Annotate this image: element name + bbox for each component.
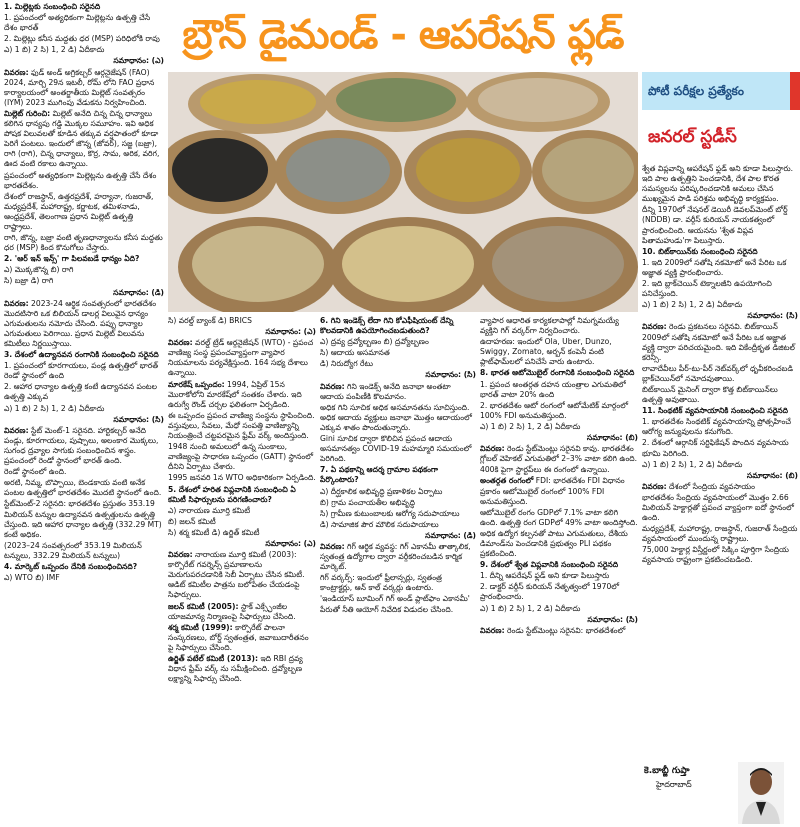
paragraph: ఎ) 1 బి) 2 సి) 1, 2 డి) ఏదీకాదు xyxy=(480,421,581,431)
paragraph: 1948 నుంచి అమలులో ఉన్న సుంకాలు, వాణిజ్యంపై సాధారణ ఒప్పందం (GATT) స్థానంలో దీనిని ఏర్పాటు చేశారు. xyxy=(168,442,314,472)
question: 4. మార్కెట్ ఒప్పందం దేనికి సంబంధించినది? xyxy=(4,561,138,571)
paragraph: డి) సామాజిక పౌర మౌలిక సదుపాయాలు xyxy=(320,519,439,529)
column-1 xyxy=(4,2,164,827)
question: 1. మిల్లెట్లకు సంబంధించి సరైనది xyxy=(4,2,101,11)
paragraph: శ్వేత విప్లవాన్ని ఆపరేషన్ ఫ్లడ్ అని కూడా పిలుస్తారు. ఇది పాల ఉత్పత్తిని పెంచడానికి, దేశ పాల కొరత సమస్యలను పరిష్కరించడానికి అమలు చేసిన ముఖ్యమైన పాడి పరిశ్రమ అభివృద్ధి కార్యక్రమం. xyxy=(642,164,794,204)
paragraph: 1. దీన్ని ఆపరేషన్ ఫ్లడ్ అని కూడా పిలుస్తారు xyxy=(480,571,610,581)
explanation-label: ఉర్జిత్ పటేల్ కమిటీ (2013): xyxy=(168,654,259,663)
explanation-text: రెండు స్టేట్‌మెంట్లు సరైనవి కావు. భారతదేశం గ్లోబల్ వెహికల్ ఎగుమతిలో 2–3% వాటా కలిగి ఉంది. xyxy=(480,444,638,464)
explanation-paragraph xyxy=(320,382,476,402)
explanation-text: రెండు ప్రకటనలు సరైనవి. బిట్‌కాయిన్ 2009లో సతోషి నకమోటో అనే పేరిట ఒక అజ్ఞాత వ్యక్తి ద్వారా పరిచయమైంది. ఇది వికేంద్రీకృత డిజిటల్ కరెన్సీ. xyxy=(642,322,795,362)
section-banner xyxy=(642,72,800,110)
question: 2. 'ఆర్ ఇన్ ఇన్స్' గా పిలవబడే ధాన్యం ఏది? xyxy=(4,254,140,264)
paragraph: అరటి, నిమ్మ, బొప్పాయి, బెండకాయ వంటి అనేక పంటల ఉత్పత్తిలో భారతదేశం మొదటి స్థానంలో ఉంది. xyxy=(4,478,162,498)
explanation-text: దేశంలో సేంద్రియ వ్యవసాయం xyxy=(669,481,756,491)
column-3 xyxy=(320,316,476,827)
section-label: పోటీ పరీక్షల ప్రత్యేకం xyxy=(648,84,744,98)
explanation-label: వివరణ: xyxy=(642,322,667,332)
answer: సమాధానం: (సి) xyxy=(113,414,164,424)
paragraph: సి) శర్మ కమిటీ డి) ఉర్జిత్ కమిటీ xyxy=(168,527,260,537)
question: 11. సింథటిక్ వ్యవసాయానికి సంబంధించి సరైనది xyxy=(642,406,788,416)
paragraph: 1. ప్రపంచంలో కూరగాయలు, పండ్ల ఉత్పత్తిలో భారత్ రెండో స్థానంలో ఉంది xyxy=(4,361,159,381)
paragraph: ఎ) దీర్ఘకాలిక అభివృద్ధి ప్రణాళికల ఏర్పాటు xyxy=(320,486,443,496)
paragraph: 75,000 హెక్టార్ల విస్తీర్ణంలో సిక్కిం పూర్తిగా సేంద్రియ వ్యవసాయ రాష్ట్రంగా ప్రకటించబడింది. xyxy=(642,545,789,565)
answer: సమాధానం: (డి) xyxy=(113,287,164,297)
subject-label: జనరల్ స్టడీస్ xyxy=(648,127,737,147)
paragraph: సి) గ్రామీణ కుటుంబాలకు ఆరోగ్య సదుపాయాలు xyxy=(320,508,460,518)
paragraph: ప్రపంచంలో అత్యధికంగా మిల్లెట్లను ఉత్పత్తి చేసే దేశం భారతదేశం. xyxy=(4,170,157,190)
paragraph: ఎ) 1 బి) 2 సి) 1, 2 డి) ఏదీకాదు xyxy=(642,300,743,310)
explanation-text: వరల్డ్ ట్రేడ్ ఆర్గనైజేషన్ (WTO) - ప్రపంచ వాణిజ్య సంస్థ ప్రపంచవ్యాప్తంగా వ్యాపార నియమాలను పర్యవేక్షిస్తుంది. 164 సభ్య దేశాలు ఉన్నాయి. xyxy=(168,338,314,378)
paragraph: 2. మిల్లెట్లు కనీస మద్దతు ధర (MSP) పరిధిలోకి రావు xyxy=(4,34,160,44)
explanation-label: వివరణ: xyxy=(4,67,29,77)
paragraph: 1. ప్రపంచ అంతర్గత దహన యంత్రాల ఎగుమతిలో భారత్ వాటా 20% ఉంది xyxy=(480,379,626,399)
explanation-text: గిగ్ ఆర్థిక వ్యవస్థ: గిగ్ ఎకానమీ తాత్కాలిక, స్వతంత్ర ఉద్యోగాల ద్వారా వర్గీకరించబడిన కార్మిక మార్కెట్. xyxy=(320,541,471,572)
explanation-label: మిల్లెట్ గురించి: xyxy=(4,108,51,118)
explanation-paragraph xyxy=(480,444,638,464)
paragraph: 2. ఇది బ్లాక్‌చెయిన్ టెక్నాలజీని ఉపయోగించి పనిచేస్తుంది. xyxy=(642,279,772,299)
answer: సమాధానం: (డి) xyxy=(425,530,476,540)
explanation-label: శర్మ కమిటీ (1999): xyxy=(168,622,233,632)
paragraph: ఎ) 1 బి) 2 సి) 1, 2 డి) ఏదీకాదు xyxy=(642,459,743,469)
paragraph: అధిక గిని సూచిక అధిక అసమానతను సూచిస్తుంది. అధిక ఆదాయ వ్యక్తులు జనాభా మొత్తం ఆదాయంలో ఎక్కువ శాతం పొందుతున్నారు. xyxy=(320,402,472,432)
explanation-paragraph xyxy=(480,626,638,636)
paragraph: ఉదాహరణ: ఇందులో Ola, Uber, Dunzo, Swiggy, Zomato, అర్బన్ కంపెనీ వంటి ప్లాట్‌ఫామ్‌లలో పనిచేసే వారు ఉంటారు. xyxy=(480,337,612,367)
paragraph: 2. దేశంలో ఆర్గానిక్ సర్టిఫికేషన్ పొందిన వ్యవసాయ భూమి పెరిగింది. xyxy=(642,438,789,458)
explanation-paragraph xyxy=(168,654,316,684)
explanation-text: FDI: భారతదేశం FDI విధానం ప్రకారం ఆటోమొబైల్ రంగంలో 100% FDI అనుమతిస్తుంది. xyxy=(480,476,625,506)
question: 10. బిట్‌కాయిన్‌కు సంబంధించి సరైనది xyxy=(642,246,758,256)
question: 9. దేశంలో శ్వేత విప్లవానికి సంబంధించి సరైనది xyxy=(480,560,619,570)
question: 3. దేశంలో ఉద్యానవన రంగానికి సంబంధించి సరైనది xyxy=(4,350,159,360)
author-photo xyxy=(738,762,784,824)
column-4 xyxy=(480,316,638,827)
explanation-paragraph xyxy=(168,623,316,653)
explanation-paragraph xyxy=(168,338,316,378)
author-box xyxy=(642,758,800,827)
explanation-paragraph xyxy=(4,68,164,108)
explanation-label: జలన్ కమిటీ (2005): xyxy=(168,601,239,611)
explanation-paragraph xyxy=(4,426,164,466)
explanation-label: వివరణ: xyxy=(168,338,193,348)
explanation-paragraph xyxy=(480,476,638,506)
paragraph: అధిక ఉద్యోగ కల్పనతో పాటు ఎగుమతులు, దేశీయ డిమాండ్‌ను పెంచడానికి ప్రభుత్వం PLI పథకం ప్రకటించింది. xyxy=(480,528,628,559)
paragraph: ఆటోమొబైల్ రంగం GDPలో 7.1% వాటా కలిగి ఉంది. ఉత్పత్తి రంగ GDPలో 49% వాటా అందిస్తోంది. xyxy=(480,507,638,527)
millet-baskets-image xyxy=(168,72,638,312)
question: 7. ఏ పథకాన్ని ఆదర్శ గ్రామాల పథకంగా పేర్కొంటారు? xyxy=(320,465,438,485)
paragraph: సి) ఆదాయ అసమానత xyxy=(320,348,390,358)
paragraph: 2. ఆహార ధాన్యాల ఉత్పత్తి కంటే ఉద్యానవన పంటల ఉత్పత్తి ఎక్కువ xyxy=(4,382,158,402)
answer: సమాధానం: (ఎ) xyxy=(265,327,316,337)
paragraph: ఎ) ద్రవ్య ద్రవ్యోల్బణం బి) ద్రవ్యోల్బణం xyxy=(320,337,429,347)
explanation-paragraph xyxy=(168,550,316,600)
explanation-text: నారాయణ మూర్తి కమిటీ (2003): కార్పొరేట్ గవర్నెన్స్ ప్రమాణాలను మెరుగుపరచడానికి సెబీ ఏర్పాటు చేసిన కమిటీ. ఆడిట్ కమిటీల పాత్రను బలోపేతం చేయడంపై సిఫార్సులు. xyxy=(168,550,305,600)
answer: సమాధానం: (సి) xyxy=(425,370,476,380)
paragraph: వ్యాపార ఆధారిత కార్యకలాపాల్లో నిమగ్నమయ్యే వ్యక్తిని గిగ్ వర్కర్‌గా నిర్వచించారు. xyxy=(480,316,619,336)
explanation-text: ఇది RBI ద్రవ్య విధాన ఫ్రేమ్ వర్క్ ను సమీక్షించింది. ద్రవ్యోల్బణ లక్ష్యాన్ని సిఫార్సు చేసింది. xyxy=(168,654,303,684)
paragraph: Gini సూచిక ద్వారా కొలిచిన ప్రపంచ ఆదాయ అసమానత్వం COVID-19 మహమ్మారి సమయంలో పెరిగింది. xyxy=(320,434,472,464)
millet-baskets-photo xyxy=(168,72,638,312)
answer: సమాధానం: (బి) xyxy=(746,470,798,480)
explanation-label: వివరణ: xyxy=(168,550,193,560)
paragraph: ఎ) 1 బి) 2 సి) 1, 2 డి) ఏదీకాదు xyxy=(480,603,581,613)
explanation-label: వివరణ: xyxy=(480,444,505,454)
explanation-paragraph xyxy=(642,322,798,362)
paragraph: దీన్ని 1970లో నేషనల్ డెయిరీ డెవలప్‌మెంట్ బోర్డ్ (NDDB) డా. వర్గీస్ కురియన్ నాయకత్వంలో ప్రారంభించింది. ఆయనను 'శ్వేత విప్లవ పితామహుడు'గా పిలుస్తారు. xyxy=(642,205,788,245)
explanation-text: స్టేట్ మెంట్-1 సరైనది. హార్టికల్చర్ అనేది పండ్లు, కూరగాయలు, పుష్పాలు, అలంకార మొక్కలు, సుగంధ ద్రవ్యాల సాగుకు సంబంధించిన శాస్త్రం. ప్రపంచంలో రెండో స్థానంలో భారత్ ఉంది. xyxy=(4,425,159,466)
paragraph: 2. డాక్టర్ వర్గీస్ కురియన్ నేతృత్వంలో 1970లో ప్రారంభించారు. xyxy=(480,582,620,602)
explanation-label: వివరణ: xyxy=(642,481,667,491)
explanation-paragraph xyxy=(168,380,316,410)
paragraph: భారతదేశం సేంద్రియ వ్యవసాయంలో మొత్తం 2.66 మిలియన్ హెక్టార్లతో ప్రపంచ వ్యాప్తంగా ఐదో స్థానంలో ఉంది. xyxy=(642,492,794,523)
paragraph: ఎ) 1 బి) 2 సి) 1, 2 డి) ఏదీకాదు xyxy=(4,45,105,55)
answer: సమాధానం: (సి) xyxy=(747,311,798,321)
paragraph: లావాదేవీలు పీర్-టు-పీర్ నెట్‌వర్క్‌లో ధృవీకరించబడి బ్లాక్‌చెయిన్‌లో నమోదవుతాయి. xyxy=(642,363,793,383)
explanation-text: స్టాక్ ఎక్స్ఛేంజీల యాజమాన్య నిర్మాణంపై సిఫార్సులు చేసింది. xyxy=(168,601,296,621)
paragraph: 1995 జనవరి 1న WTO అధికారికంగా ఏర్పడింది. xyxy=(168,473,316,483)
explanation-text: ఫుడ్ అండ్ అగ్రికల్చర్ ఆర్గనైజేషన్ (FAO) 2024, మార్చి 29న ఇటలీ, రోమ్ లోని FAO ప్రధాన కార్యాలయంలో అంతర్జాతీయ మిల్లెట్ సంవత్సరం (IYM) 2023 ముగింపు వేడుకను నిర్వహించింది. xyxy=(4,67,155,107)
paragraph: బి) గ్రామ పంచాయతీల అభివృద్ధి xyxy=(320,497,415,507)
paragraph: సి) వరల్డ్ బ్యాంక్ డి) BRICS xyxy=(168,316,252,325)
author-name: కె.బాబ్జీ గుప్తా xyxy=(644,766,690,776)
explanation-text: మిల్లెట్ అనేది చిన్న చిన్న ధాన్యాలు కలిగిన ధాన్యపు గడ్డి మొక్కల సమూహం. ఇవి అధిక పోషక విలువలతో కూడిన తక్కువ వర్షపాతంలో కూడా పెరిగే పంటలు. ఇందులో జొన్న (జోవర్), సజ్జ (బజ్రా), రాగి (రాగి), చిన్న ధాన్యాలు, కొర్ర, సామ, అరిక, వరిగ, ఊద వంటి రకాలు ఉన్నాయి. xyxy=(4,108,160,169)
paragraph: ఎ) నారాయణ మూర్తి కమిటీ xyxy=(168,505,251,515)
explanation-text: 1994, ఏప్రిల్ 15న మొరాకోలోని మారకేష్‌లో సంతకం చేశారు. ఇది ఉరుగ్వే రౌండ్ చర్చల ఫలితంగా ఏర్పడింది. xyxy=(168,379,302,409)
paragraph: సి) బజ్రా డి) రాగి xyxy=(4,276,54,286)
column-5 xyxy=(642,164,798,756)
paragraph: 2. భారతదేశం ఆటో రంగంలో ఆటోమేటిక్ మార్గంలో 100% FDI అనుమతిస్తుంది. xyxy=(480,400,629,420)
question: 6. గిని ఇండెక్స్ లేదా గిని కోఎఫీషియంట్ దేన్ని కొలవడానికి ఉపయోగించబడుతుంది? xyxy=(320,316,454,336)
question: 5. దేశంలో హరిత విప్లవానికి సంబంధించి ఏ కమిటీ సిఫార్సులను పరిగణించారు? xyxy=(168,484,296,504)
paragraph: దేశంలో రాజస్థాన్, ఉత్తరప్రదేశ్, హర్యానా, గుజరాత్, మధ్యప్రదేశ్, మహారాష్ట్ర, కర్ణాటక, తమిళనాడు, ఆంధ్రప్రదేశ్, తెలంగాణ ప్రధాన మిల్లెట్ ఉత్పత్తి రాష్ట్రాలు. xyxy=(4,191,154,231)
answer: సమాధానం: (బి) xyxy=(586,433,638,443)
explanation-paragraph xyxy=(642,482,798,492)
answer: సమాధానం: (సి) xyxy=(587,614,638,624)
explanation-paragraph xyxy=(4,109,164,170)
paragraph: 1. భారతదేశం సింథటిక్ వ్యవసాయాన్ని ప్రోత్సహించే ఆరోగ్య జన్యువులను కనుగొంది. xyxy=(642,417,792,437)
explanation-label: వివరణ: xyxy=(4,298,29,308)
headline: బ్రౌన్ డైమండ్ - ఆపరేషన్ ఫ్లడ్ xyxy=(182,12,624,58)
paragraph: బి) జలన్ కమిటీ xyxy=(168,516,216,526)
explanation-text: గిని ఇండెక్స్ అనేది జనాభా అంతటా ఆదాయ పంపిణీకి కొలమానం. xyxy=(320,381,451,401)
explanation-label: వివరణ: xyxy=(480,625,505,635)
author-place: హైదరాబాద్ xyxy=(656,780,692,789)
paragraph: 1. ఇది 2009లో సతోషి నకమోటో అనే పేరిట ఒక అజ్ఞాత వ్యక్తి ప్రారంభించారు. xyxy=(642,257,787,277)
paragraph: బిట్‌కాయిన్ మైనింగ్ ద్వారా కొత్త బిట్‌కాయిన్‌లు ఉత్పత్తి అవుతాయి. xyxy=(642,384,778,405)
paragraph: ఈ ఒప్పందం ప్రపంచ వాణిజ్య సంస్థను స్థాపించింది. వస్తువులు, సేవలు, మేధో సంపత్తి వాణిజ్యాన్ని నియంత్రించే చట్టపరమైన ఫ్రేమ్ వర్క్ అందిస్తుంది. xyxy=(168,410,315,441)
explanation-text: రెండు స్టేట్‌మెంట్లు సరైనవి: భారతదేశంలో xyxy=(507,625,626,635)
paragraph: రెండో స్థానంలో ఉంది. xyxy=(4,467,67,477)
paragraph: 1. ప్రపంచంలో అత్యధికంగా మిల్లెట్లను ఉత్పత్తి చేసే దేశం భారత్ xyxy=(4,13,151,33)
paragraph: ఎ) 1 బి) 2 సి) 1, 2 డి) ఏదీకాదు xyxy=(4,403,105,413)
answer: సమాధానం: (ఎ) xyxy=(265,538,316,548)
paragraph: (2023–24 సంవత్సరంలో 353.19 మిలియన్ టన్నులు, 332.29 మిలియన్ టన్నులు) xyxy=(4,540,142,560)
explanation-label: అంతర్గత రంగంలో xyxy=(480,476,534,486)
paragraph: డి) నిరుద్యోగ రేటు xyxy=(320,359,374,369)
explanation-text: కార్పొరేట్ పాలనా సంస్కరణలు, బోర్డ్ స్వతంత్రత, జవాబుదారీతనం పై సిఫార్సులు చేసింది. xyxy=(168,622,309,652)
banner-accent xyxy=(790,72,800,110)
answer: సమాధానం: (ఎ) xyxy=(113,56,164,66)
explanation-label: వివరణ: xyxy=(320,381,345,391)
paragraph: 'ఇండియాస్ బూమింగ్ గిగ్ అండ్ ప్లాట్‌ఫాం ఎకానమీ' పేరుతో నీతి ఆయోగ్ నివేదిక విడుదల చేసింది. xyxy=(320,594,470,614)
explanation-paragraph xyxy=(4,299,164,349)
paragraph: ఎ) WTO బి) IMF xyxy=(4,573,60,583)
paragraph: రాగి, జొన్న, బజ్రా వంటి తృణధాన్యాలను కనీస మద్దతు ధర (MSP) కింద కొనుగోలు చేస్తారు. xyxy=(4,233,163,253)
subject-banner xyxy=(642,114,800,160)
explanation-label: వివరణ: xyxy=(4,425,29,435)
explanation-text: 2023-24 ఆర్థిక సంవత్సరంలో భారతదేశం మొదటిసారి ఒక బిలియన్ డాలర్ల విలువైన ధాన్యం ఎగుమతులను నమోదు చేసింది. పప్పు ధాన్యాల ఎగుమతులు పెరిగాయి. ప్రధాన మిల్లెట్ విలువను కమిటీలు నిర్ణయిస్తాయి. xyxy=(4,298,157,348)
explanation-label: మారకేష్ ఒప్పందం: xyxy=(168,379,225,389)
paragraph: ఎ) మొక్కజొన్న బి) రాగి xyxy=(4,265,74,275)
paragraph: గిగ్ వర్కర్స్: ఇందులో ఫ్రీలాన్సర్లు, స్వతంత్ర కాంట్రాక్టర్లు, ఆన్ కాల్ వర్కర్లు ఉంటారు. xyxy=(320,573,442,593)
paragraph: స్టేట్‌మెంట్-2 సరైనది: భారతదేశం ప్రస్తుతం 353.19 మిలియన్ టన్నుల ఉద్యానవన ఉత్పత్తులను ఉత్పత్తి చేస్తుంది. ఇది ఆహార ధాన్యాల ఉత్పత్తి (332.29 MT) కంటే అధికం. xyxy=(4,499,162,539)
explanation-paragraph xyxy=(168,602,316,622)
column-2 xyxy=(168,316,316,827)
paragraph: 400కి పైగా స్టార్టప్‌లు ఈ రంగంలో ఉన్నాయి. xyxy=(480,465,610,475)
question: 8. భారత ఆటోమొబైల్ రంగానికి సంబంధించి సరైనది xyxy=(480,368,635,378)
paragraph: మధ్యప్రదేశ్, మహారాష్ట్ర, రాజస్థాన్, గుజరాత్ సేంద్రియ వ్యవసాయంలో ముందున్న రాష్ట్రాలు. xyxy=(642,524,798,544)
explanation-paragraph xyxy=(320,542,476,572)
explanation-label: వివరణ: xyxy=(320,541,345,551)
